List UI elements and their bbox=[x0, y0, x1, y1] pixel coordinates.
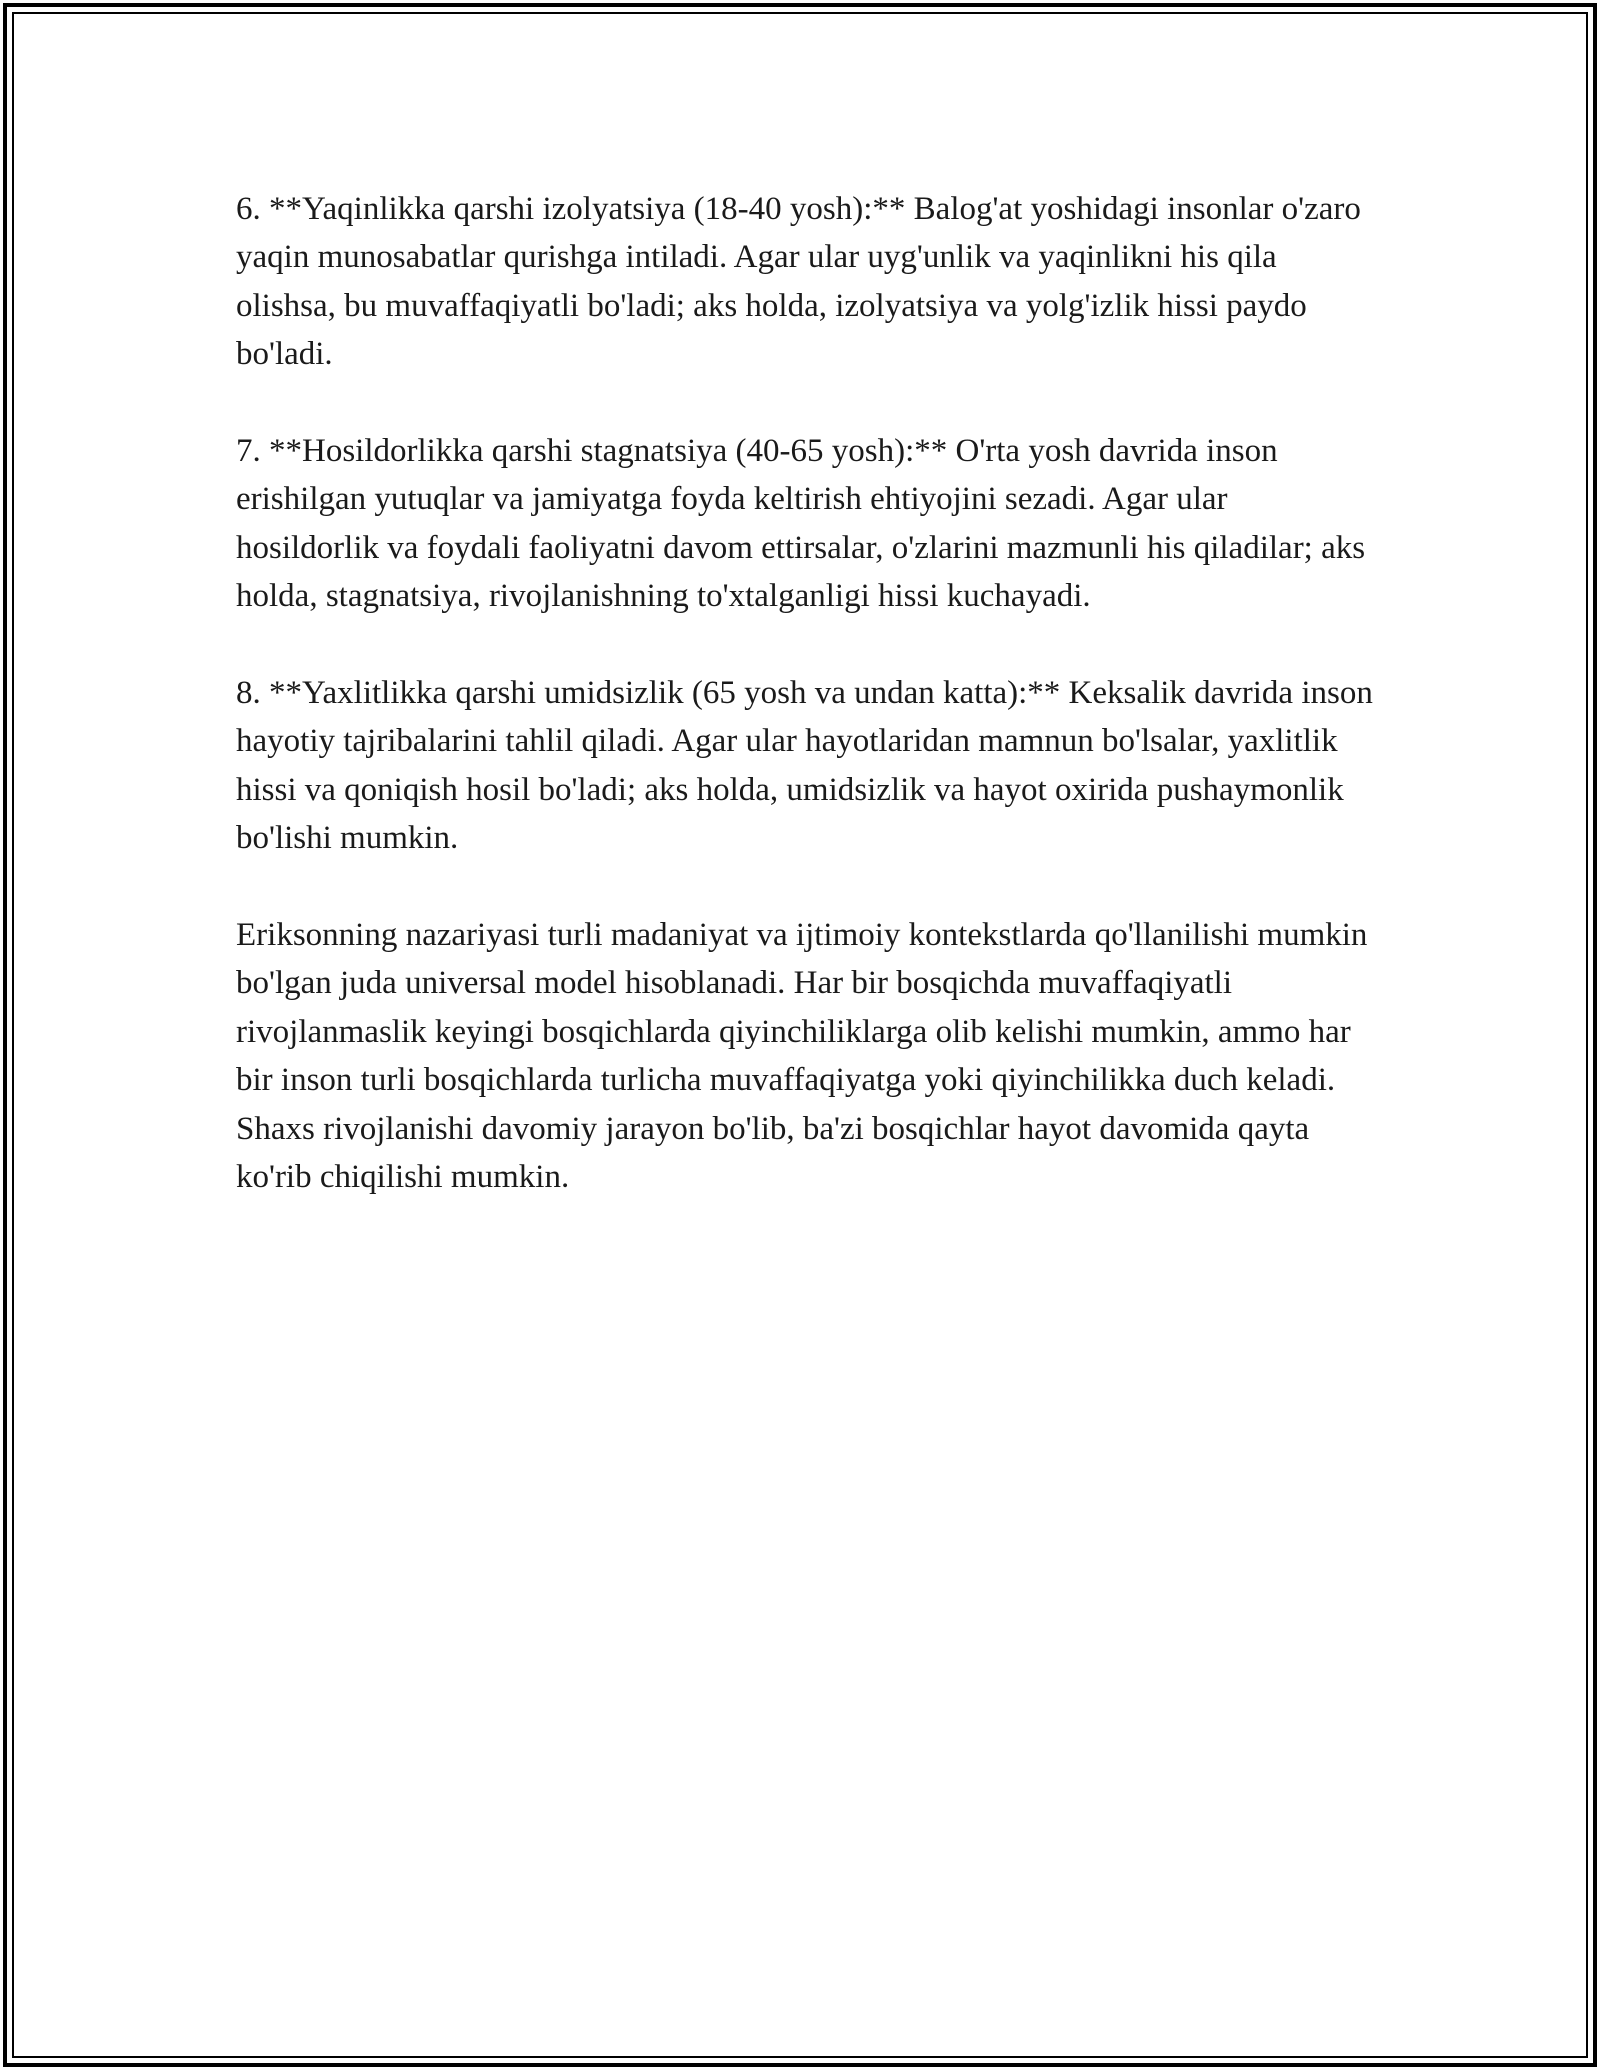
paragraph-stage-6: 6. **Yaqinlikka qarshi izolyatsiya (18-40 yosh):** Balog'at yoshidagi insonlar o'zaro yaqin munosabatlar qurishga intiladi. Agar ular uyg'unlik va yaqinlikni his qila olishsa, bu muvaffaqiyatli bo'ladi; aks holda, izolyatsiya va yolg'izlik hissi paydo bo'ladi. bbox=[236, 191, 1361, 373]
paragraph-conclusion: Eriksonning nazariyasi turli madaniyat va ijtimoiy kontekstlarda qo'llanilishi mumkin bo'lgan juda universal model hisoblanadi. Har bir bosqichda muvaffaqiyatli rivojlanmaslik keyingi bosqichlarda qiyinchiliklarga olib kelishi mumkin, ammo har bir inson turli bosqichlarda turlicha muvaffaqiyatga yoki qiyinchilikka duch keladi. Shaxs rivojlanishi davomiy jarayon bo'lib, ba'zi bosqichlar hayot davomida qayta ko'rib chiqilishi mumkin. bbox=[236, 917, 1368, 1196]
paragraph-stage-7: 7. **Hosildorlikka qarshi stagnatsiya (40-65 yosh):** O'rta yosh davrida inson erishilgan yutuqlar va jamiyatga foyda keltirish ehtiyojini sezadi. Agar ular hosildorlik va foydali faoliyatni davom ettirsalar, o'zlarini mazmunli his qiladilar; aks holda, stagnatsiya, rivojlanishning to'xtalganligi hissi kuchayadi. bbox=[236, 433, 1366, 615]
paragraph-stage-8: 8. **Yaxlitlikka qarshi umidsizlik (65 yosh va undan katta):** Keksalik davrida inson hayotiy tajribalarini tahlil qiladi. Agar ular hayotlaridan mamnun bo'lsalar, yaxlitlik hissi va qoniqish hosil bo'ladi; aks holda, umidsizlik va hayot oxirida pushaymonlik bo'lishi mumkin. bbox=[236, 675, 1373, 857]
document-body bbox=[236, 185, 1376, 1201]
